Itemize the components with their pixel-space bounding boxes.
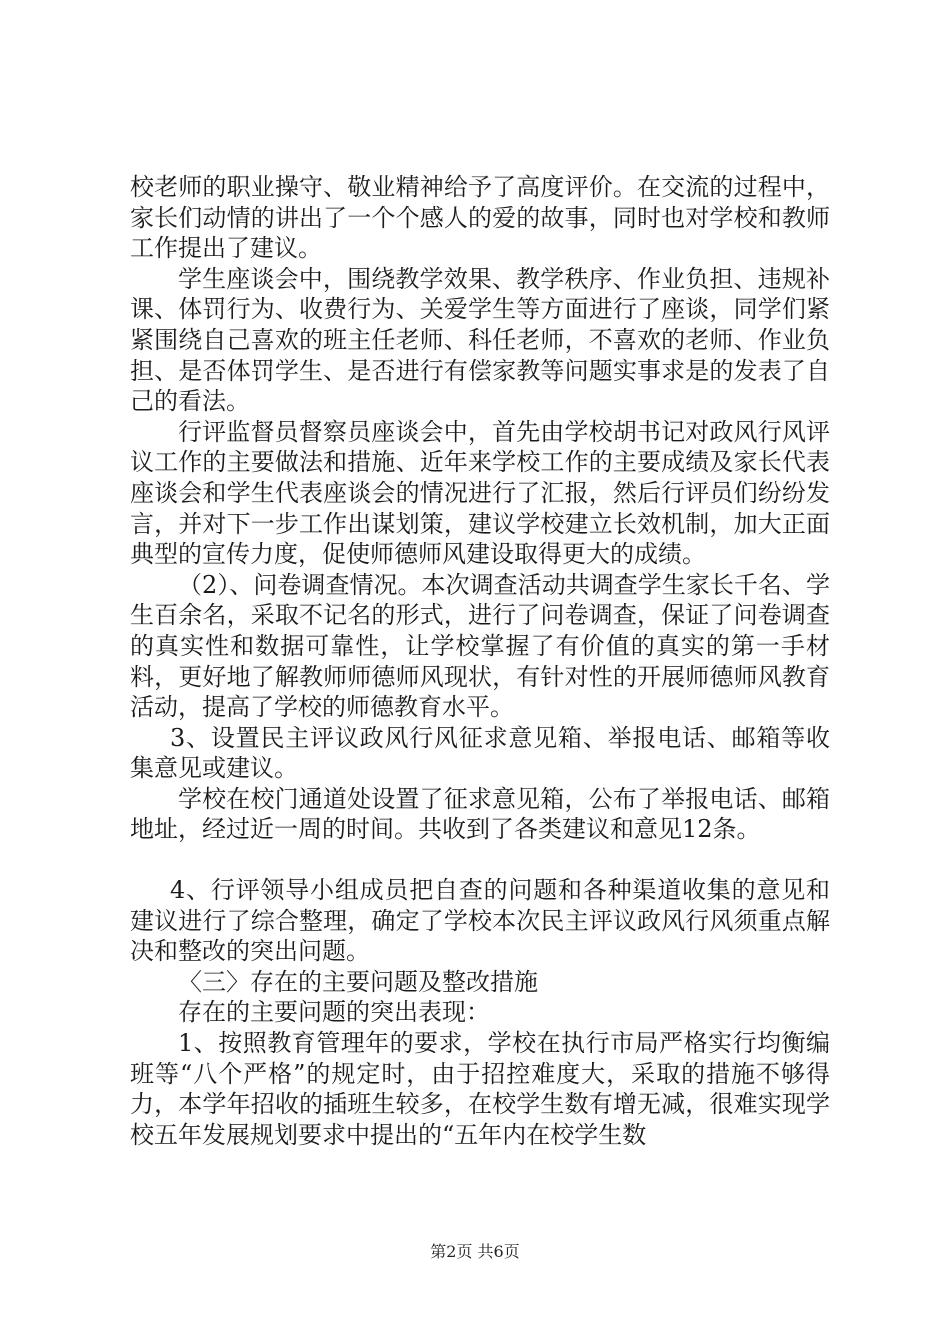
document-body [130,172,830,1150]
paragraph-problems-intro: 存在的主要问题的突出表现： [178,998,490,1027]
paragraph-questionnaire: （2）、问卷调查情况。本次调查活动共调查学生家长千名、学生百余名，采取不记名的形式，进行了问卷调查，保证了问卷调查的真实性和数据可靠性，让学校掌握了有价值的真实的第一手材料，更好地了解教师师德师风现状，有针对性的开展师德师风教育活动，提高了学校的师德教育水平。 [130,570,830,722]
section-heading-problems: 〈三〉存在的主要问题及整改措施 [178,967,538,996]
paragraph-suggestion-box: 学校在校门通道处设置了征求意见箱，公布了举报电话、邮箱地址，经过近一周的时间。共收到了各类建议和意见12条。 [130,784,830,844]
paragraph-supervisor-forum: 行评监督员督察员座谈会中，首先由学校胡书记对政风行风评议工作的主要做法和措施、近年来学校工作的主要成绩及家长代表座谈会和学生代表座谈会的情况进行了汇报，然后行评员们纷纷发言，并对下一步工作出谋划策，建议学校建立长效机制，加大正面典型的宣传力度，促使师德师风建设取得更大的成绩。 [130,417,830,569]
paragraph-problem-1: 1、按照教育管理年的要求，学校在执行市局严格实行均衡编班等“八个严格”的规定时，由于招控难度大，采取的措施不够得力，本学年招收的插班生较多，在校学生数有增无减，很难实现学校五年发展规划要求中提出的“五年内在校学生数 [130,1029,830,1149]
paragraph-student-forum: 学生座谈会中，围绕教学效果、教学秩序、作业负担、违规补课、体罚行为、收费行为、关爱学生等方面进行了座谈，同学们紧紧围绕自己喜欢的班主任老师、科任老师，不喜欢的老师、作业负担、是否体罚学生、是否进行有偿家教等问题实事求是的发表了自己的看法。 [130,264,830,416]
paragraph-item-4: 4、行评领导小组成员把自查的问题和各种渠道收集的意见和建议进行了综合整理，确定了学校本次民主评议政风行风须重点解决和整改的突出问题。 [130,876,830,966]
paragraph-item-3: 3、设置民主评议政风行风征求意见箱、举报电话、邮箱等收集意见或建议。 [130,723,830,783]
page-footer: 第2页 共6页 [430,1242,520,1261]
paragraph-continuation: 校老师的职业操守、敬业精神给予了高度评价。在交流的过程中，家长们动情的讲出了一个个感人的爱的故事，同时也对学校和教师工作提出了建议。 [130,173,830,263]
